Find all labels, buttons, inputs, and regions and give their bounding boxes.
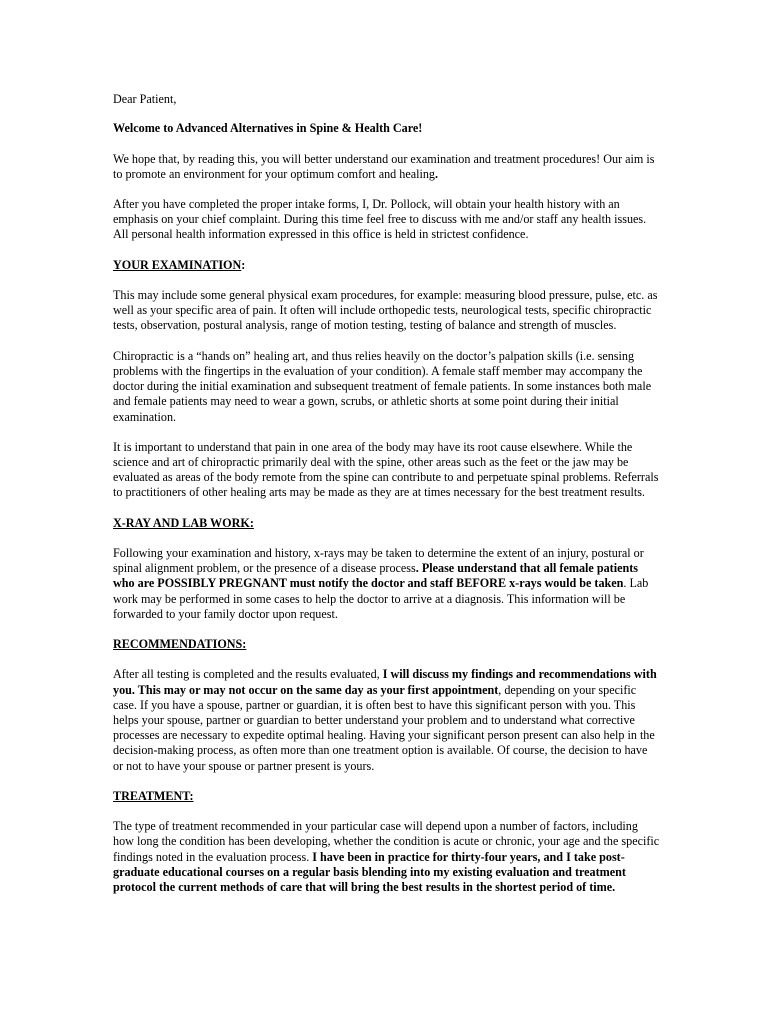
examination-heading	[113, 258, 660, 273]
intro-text: We hope that, by reading this, you will better understand our examination and treatment procedures! Our aim is to promote an environment for your optimum comfort and healing	[113, 151, 655, 181]
xray-pregnancy-notice: . Please understand that all female patients who are POSSIBLY PREGNANT must notify the doctor and staff BEFORE x-rays would be taken	[113, 561, 638, 591]
xray-heading	[113, 516, 660, 531]
xray-text-a: Following your examination and history, x-rays may be taken to determine the extent of an injury, postural or spinal alignment problem, or the presence of a disease process	[113, 546, 644, 576]
recommendations-text-c: , depending on your specific case. If you have a spouse, partner or guardian, it is often best to have this significant person with you. This helps your spouse, partner or guardian to better understand your problem and to understand what corrective processes are necessary to expedite optimal healing. Having your significant person present can also help in the decision-making process, as often more than one treatment option is available. Of course, the decision to have or not to have your spouse or partner present is yours.	[113, 682, 655, 773]
examination-paragraph-1: This may include some general physical exam procedures, for example: measuring blood pressure, pulse, etc. as well as your specific area of pain. It often will include orthopedic tests, neurological tests, specific chiropractic tests, observation, postural analysis, range of motion testing, testing of balance and strength of muscles.	[113, 288, 658, 333]
recommendations-heading	[113, 637, 660, 652]
welcome-line: Welcome to Advanced Alternatives in Spine & Health Care!	[113, 121, 423, 136]
intro-end: .	[435, 166, 439, 181]
treatment-heading-text: TREATMENT:	[113, 788, 194, 803]
treatment-text-a: The type of treatment recommended in your particular case will depend upon a number of factors, including how long the condition has been developing, whether the condition is acute or chronic, your age and the specific findings noted in the evaluation process.	[113, 819, 660, 864]
examination-paragraph-2: Chiropractic is a “hands on” healing art, and thus relies heavily on the doctor’s palpation skills (i.e. sensing problems with the fingertips in the evaluation of your condition). A female staff member may accompany the doctor during the initial examination and subsequent treatment of female patients. In some instances both male and female patients may need to wear a gown, scrubs, or athletic shorts at some point during their initial examination.	[113, 348, 652, 424]
examination-heading-colon: :	[241, 257, 246, 272]
xray-paragraph	[113, 546, 660, 622]
xray-text-c: . Lab work may be performed in some cases to help the doctor to arrive at a diagnosis. This information will be forwarded to your family doctor upon request.	[113, 576, 649, 621]
treatment-paragraph	[113, 819, 660, 895]
examination-heading-text: YOUR EXAMINATION	[113, 257, 242, 272]
xray-heading-text: X-RAY AND LAB WORK:	[113, 515, 254, 530]
treatment-heading	[113, 789, 660, 804]
greeting: Dear Patient,	[113, 92, 177, 106]
intro-paragraph	[113, 152, 660, 182]
recommendations-text-a: After all testing is completed and the results evaluated,	[113, 667, 383, 682]
examination-paragraph-3: It is important to understand that pain in one area of the body may have its root cause elsewhere. While the science and art of chiropractic primarily deal with the spine, other areas such as the feet or the jaw may be evaluated as areas of the body remote from the spine can contribute to and perpetuate spinal problems. Referrals to practitioners of other healing arts may be made as they are at times necessary for the best treatment results.	[113, 439, 659, 500]
recommendations-paragraph	[113, 667, 660, 773]
treatment-bold: I have been in practice for thirty-four years, and I take post-graduate educational courses on a regular basis blending into my existing evaluation and treatment protocol the current methods of care that will bring the best results in the shortest period of time.	[113, 849, 626, 895]
intake-paragraph: After you have completed the proper intake forms, I, Dr. Pollock, will obtain your health history with an emphasis on your chief complaint. During this time feel free to discuss with me and/or staff any health issues. All personal health information expressed in this office is held in strictest confidence.	[113, 197, 647, 242]
recommendations-heading-text: RECOMMENDATIONS:	[113, 637, 247, 652]
recommendations-bold: I will discuss my findings and recommendations with you. This may or may not occur on the same day as your first appointment	[113, 667, 657, 697]
